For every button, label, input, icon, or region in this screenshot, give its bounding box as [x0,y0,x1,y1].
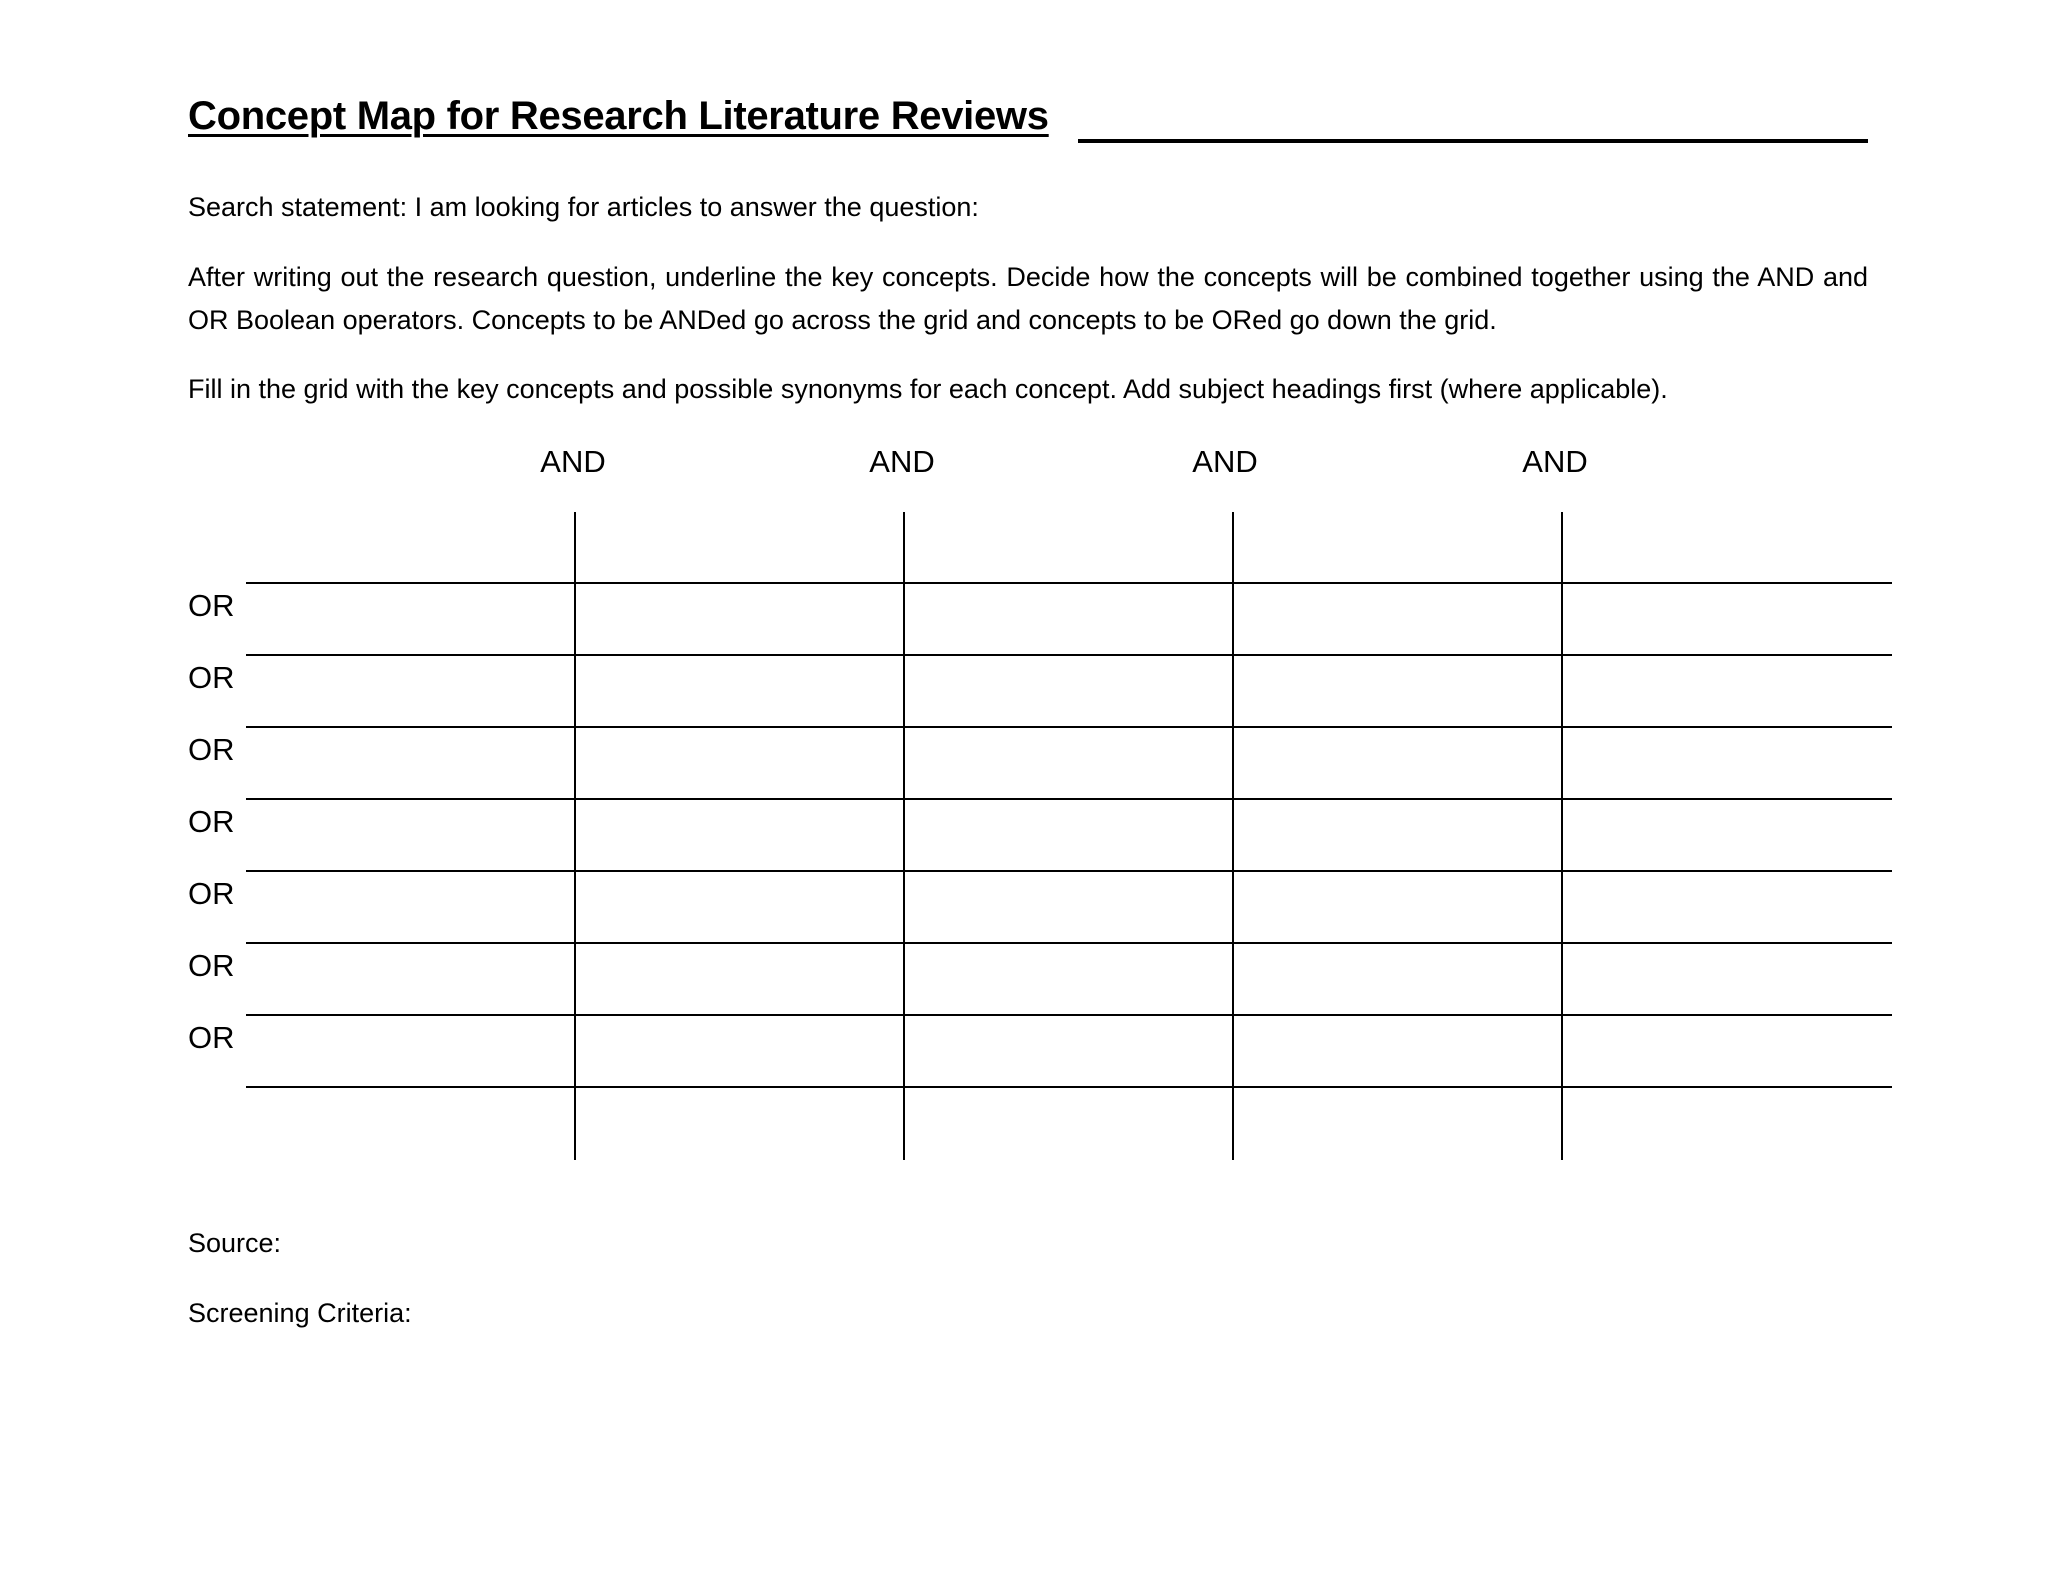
source-label: Source: [188,1228,282,1258]
and-label-4: AND [1522,444,1588,479]
or-label-6: OR [188,948,235,983]
fill-instructions-paragraph: Fill in the grid with the key concepts and possible synonyms for each concept. Add subject headings first (where applicable). [188,374,1668,404]
grid-vertical-lines [575,512,1562,1160]
and-label-2: AND [869,444,935,479]
instructions-paragraph: After writing out the research question, underline the key concepts. Decide how the concepts will be combined together using the AND and OR Boolean operators. Concepts to be ANDed go across the grid and concepts to be ORed go down the grid. [188,262,1868,335]
screening-criteria-label: Screening Criteria: [188,1298,412,1328]
or-label-7: OR [188,1020,235,1055]
or-label-5: OR [188,876,235,911]
and-label-1: AND [540,444,606,479]
grid-horizontal-lines [246,583,1892,1087]
or-label-3: OR [188,732,235,767]
or-label-4: OR [188,804,235,839]
or-label-2: OR [188,660,235,695]
search-statement: Search statement: I am looking for articles to answer the question: [188,192,979,222]
and-label-3: AND [1192,444,1258,479]
or-label-1: OR [188,588,235,623]
title-text: Concept Map for Research Literature Reviews [188,94,1049,138]
